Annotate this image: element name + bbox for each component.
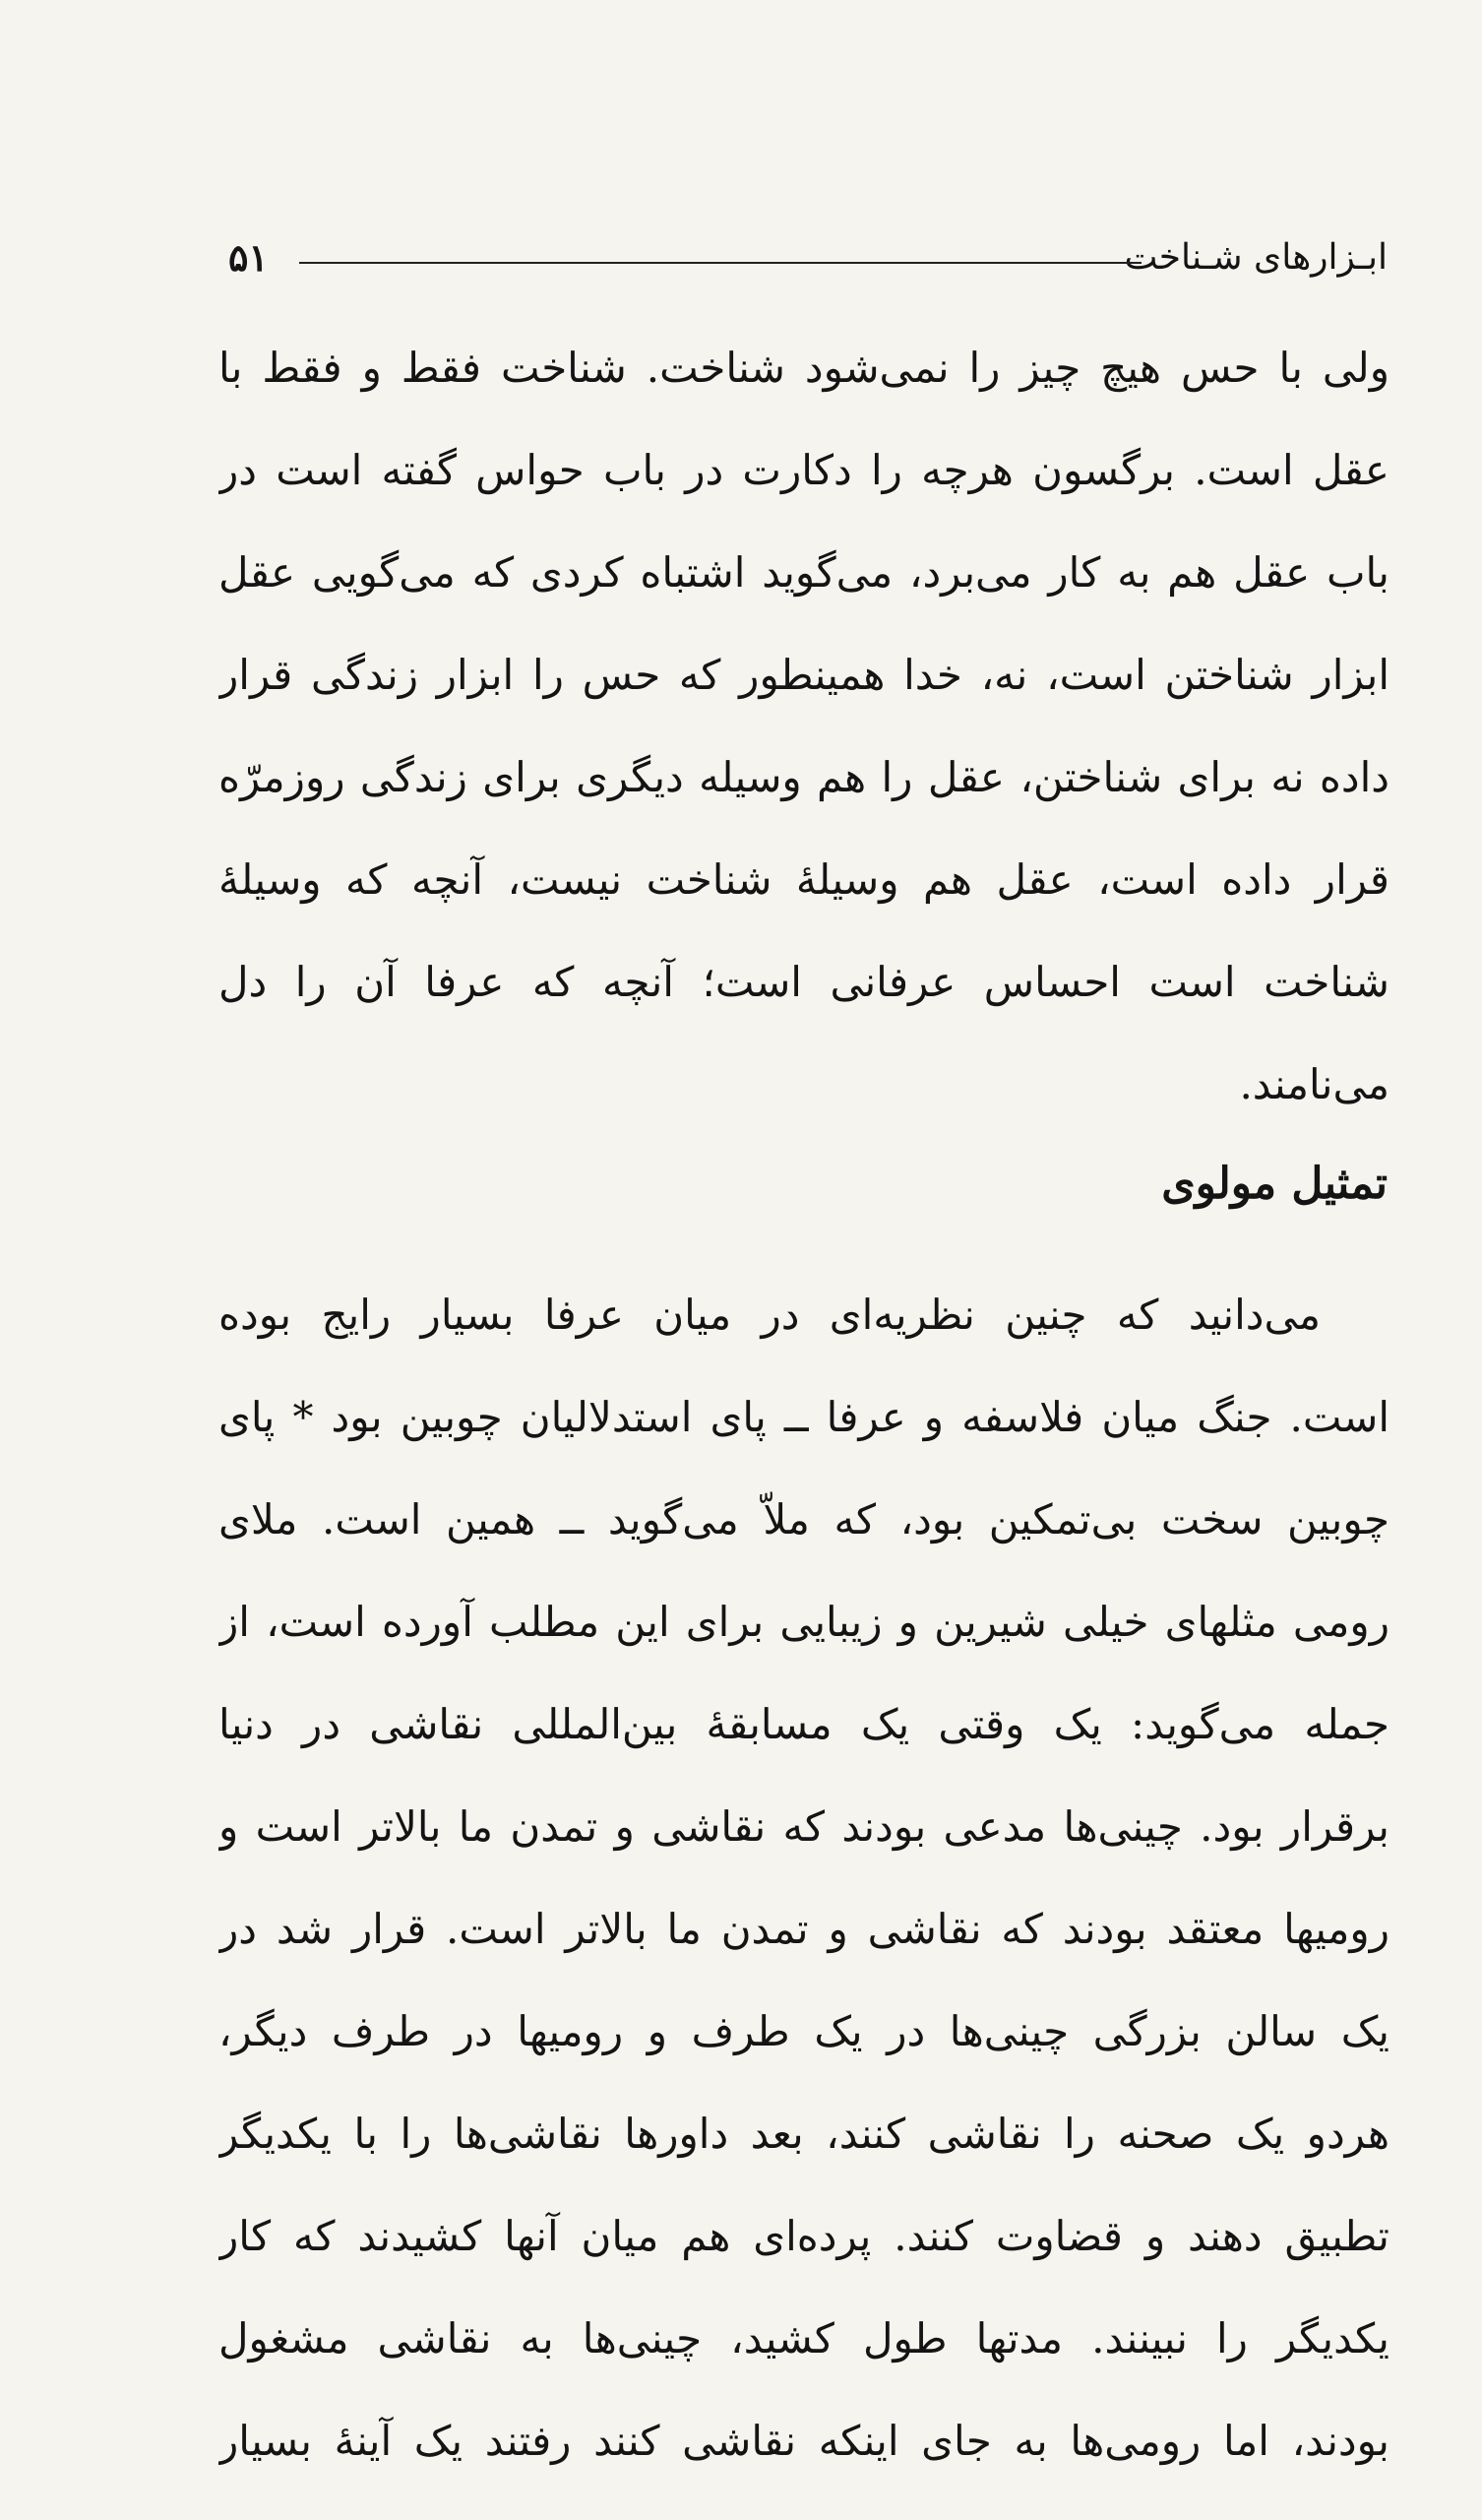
text-line: بودند، اما رومی‌ها به جای اینکه نقاشی کنند رفتند یک آینهٔ بسیار — [218, 2417, 1389, 2465]
text-line: جمله می‌گوید: یک وقتی یک مسابقهٔ بین‌المللی نقاشی در دنیا — [218, 1700, 1389, 1748]
header-rule — [299, 262, 1142, 264]
paragraph-2 — [218, 1264, 1389, 2492]
text-line: ابزار شناختن است، نه، خدا همینطور که حس را ابزار زندگی قرار — [218, 651, 1389, 699]
text-line: قرار داده است، عقل هم وسیلهٔ شناخت نیست، آنچه که وسیلهٔ — [218, 855, 1389, 904]
text-line: داده نه برای شناختن، عقل را هم وسیله دیگری برای زندگی روزمرّه — [218, 753, 1389, 801]
section-heading: تمثیل مولوی — [1161, 1159, 1388, 1209]
text-line: باب عقل هم به کار می‌برد، می‌گوید اشتباه کردی که می‌گویی عقل — [218, 548, 1389, 597]
text-line: رومی مثلهای خیلی شیرین و زیبایی برای این مطلب آورده است، از — [218, 1598, 1389, 1646]
text-line: یک سالن بزرگی چینی‌ها در یک طرف و رومیها در طرف دیگر، — [218, 2007, 1389, 2055]
text-line: می‌دانید که چنین نظریه‌ای در میان عرفا بسیار رایج بوده — [218, 1291, 1321, 1339]
text-line: برقرار بود. چینی‌ها مدعی بودند که نقاشی و تمدن ما بالاتر است و — [218, 1802, 1389, 1851]
text-line: ولی با حس هیچ چیز را نمی‌شود شناخت. شناخت فقط و فقط با — [218, 344, 1389, 392]
text-line: هردو یک صحنه را نقاشی کنند، بعد داورها نقاشی‌ها را با یکدیگر — [218, 2110, 1389, 2158]
page-number: ۵۱ — [228, 235, 269, 280]
running-title: ابـزارهای شـناخت — [1124, 237, 1388, 278]
text-line: شناخت است احساس عرفانی است؛ آنچه که عرفا آن را دل — [218, 958, 1389, 1006]
text-line: رومیها معتقد بودند که نقاشی و تمدن ما بالاتر است. قرار شد در — [218, 1905, 1389, 1953]
text-line: تطبیق دهند و قضاوت کنند. پرده‌ای هم میان آنها کشیدند که کار — [218, 2212, 1389, 2260]
page-header — [228, 228, 1388, 287]
text-line: می‌نامند. — [1239, 1060, 1389, 1108]
text-line: عقل است. برگسون هرچه را دکارت در باب حواس گفته است در — [218, 446, 1389, 494]
text-line: یکدیگر را نبینند. مدتها طول کشید، چینی‌ها به نقاشی مشغول — [218, 2314, 1389, 2362]
text-line: است. جنگ میان فلاسفه و عرفا ــ پای استدلالیان چوبین بود * پای — [218, 1393, 1389, 1441]
text-line: چوبین سخت بی‌تمکین بود، که ملاّ می‌گوید ــ همین است. ملای — [218, 1495, 1389, 1544]
paragraph-1 — [218, 317, 1389, 1136]
